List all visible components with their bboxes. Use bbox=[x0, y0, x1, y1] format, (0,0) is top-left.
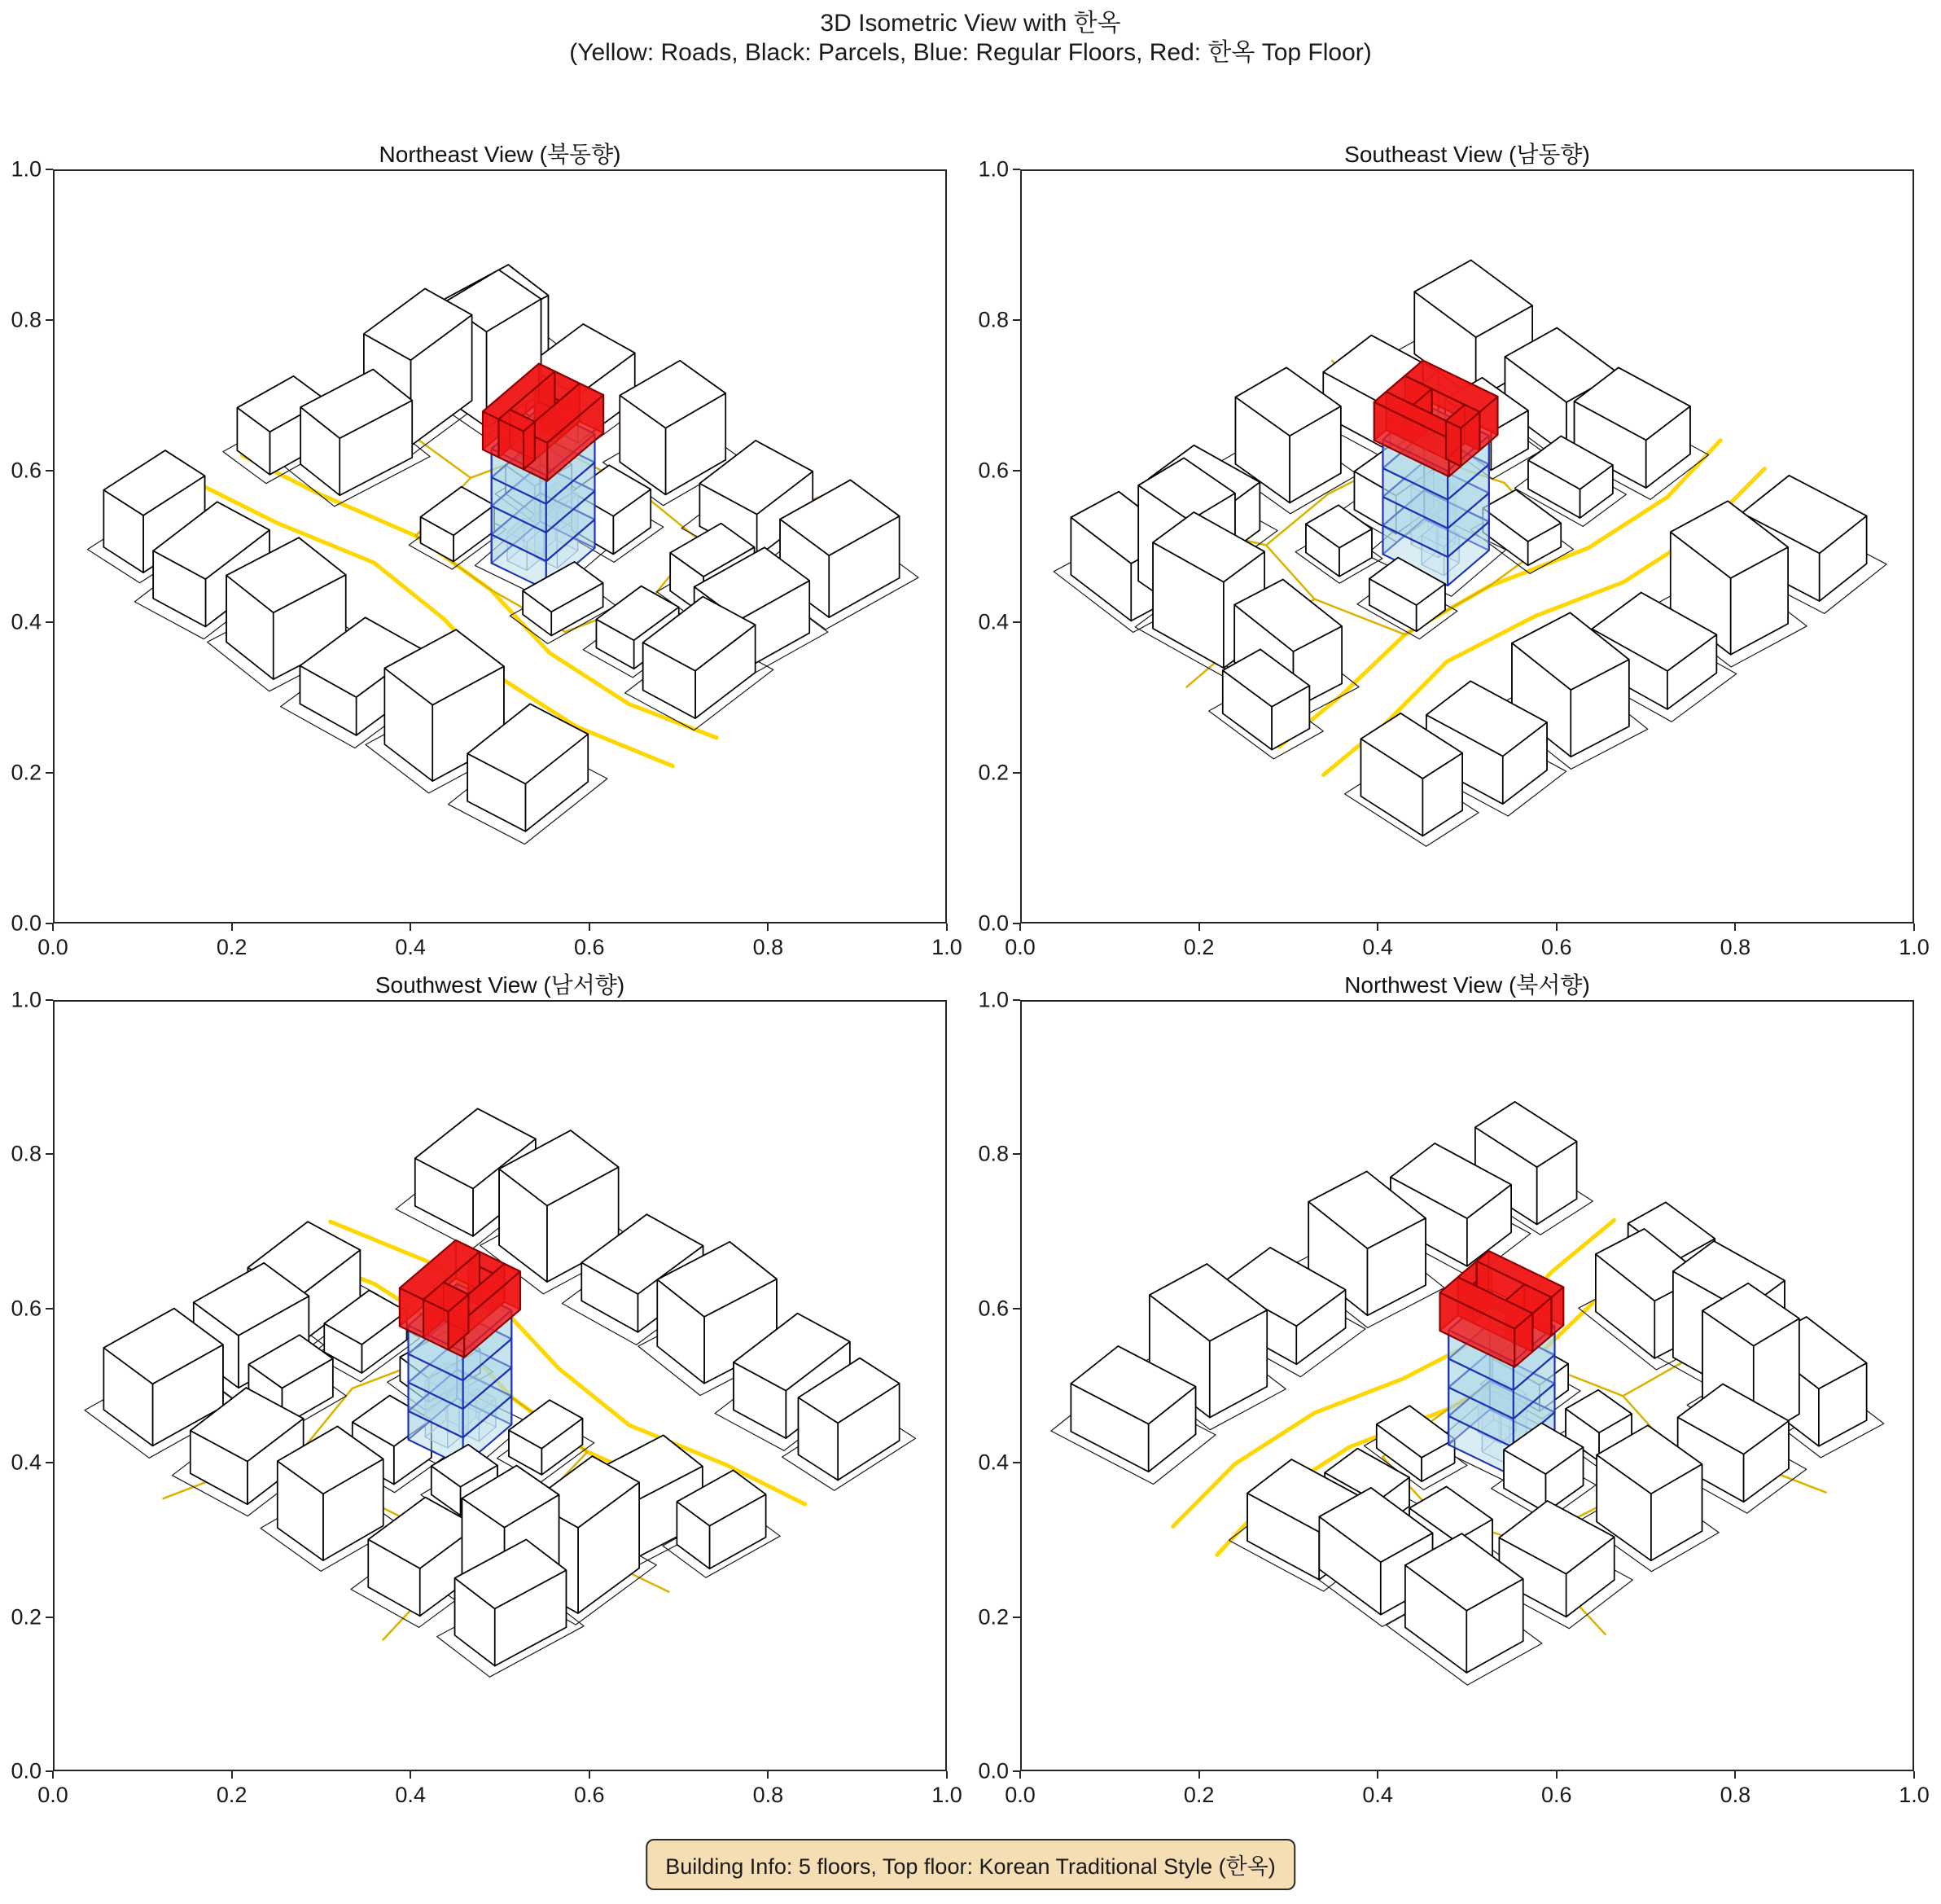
x-tick-mark bbox=[946, 923, 948, 931]
y-tick-mark bbox=[46, 1462, 53, 1463]
x-tick-label: 0.0 bbox=[37, 1783, 68, 1807]
y-tick-label: 0.6 bbox=[978, 458, 1009, 483]
subplot-southeast bbox=[978, 142, 1930, 959]
x-tick-label: 1.0 bbox=[931, 1783, 962, 1807]
x-tick-mark bbox=[946, 1771, 948, 1779]
x-tick-mark bbox=[1734, 1771, 1736, 1779]
x-tick-label: 1.0 bbox=[931, 935, 962, 959]
x-tick-label: 1.0 bbox=[1899, 935, 1930, 959]
y-tick-mark bbox=[1013, 470, 1020, 472]
y-tick-mark bbox=[46, 621, 53, 623]
y-tick-mark bbox=[1013, 169, 1020, 170]
y-tick-label: 0.8 bbox=[11, 307, 42, 332]
y-tick-mark bbox=[1013, 1153, 1020, 1155]
y-tick-mark bbox=[1013, 772, 1020, 774]
x-tick-mark bbox=[1556, 1771, 1558, 1779]
y-tick-mark bbox=[46, 999, 53, 1001]
y-tick-mark bbox=[46, 169, 53, 170]
x-tick-mark bbox=[52, 923, 54, 931]
y-tick-label: 0.8 bbox=[11, 1141, 42, 1166]
x-tick-mark bbox=[1019, 923, 1021, 931]
x-tick-mark bbox=[767, 923, 769, 931]
y-tick-mark bbox=[46, 1617, 53, 1618]
y-tick-label: 0.2 bbox=[11, 1604, 42, 1630]
x-tick-label: 0.2 bbox=[1183, 935, 1215, 959]
x-tick-label: 0.0 bbox=[1005, 1783, 1036, 1807]
y-tick-label: 1.0 bbox=[978, 156, 1009, 182]
y-tick-mark bbox=[46, 1770, 53, 1772]
x-tick-mark bbox=[1913, 923, 1915, 931]
x-tick-mark bbox=[1198, 923, 1200, 931]
y-tick-label: 1.0 bbox=[11, 156, 42, 182]
plot-canvas-southeast bbox=[1020, 169, 1914, 923]
x-tick-label: 0.6 bbox=[574, 935, 605, 959]
x-tick-mark bbox=[1377, 923, 1378, 931]
y-tick-mark bbox=[46, 1153, 53, 1155]
y-tick-label: 0.2 bbox=[11, 760, 42, 785]
x-tick-mark bbox=[231, 923, 233, 931]
y-tick-label: 0.6 bbox=[11, 1296, 42, 1321]
y-tick-label: 0.4 bbox=[11, 609, 42, 634]
x-tick-mark bbox=[1913, 1771, 1915, 1779]
y-tick-label: 0.0 bbox=[11, 1758, 42, 1783]
buildings-layer bbox=[103, 1108, 899, 1665]
y-tick-mark bbox=[1013, 923, 1020, 924]
y-tick-label: 0.4 bbox=[978, 609, 1009, 634]
x-tick-mark bbox=[1556, 923, 1558, 931]
y-tick-mark bbox=[1013, 1308, 1020, 1310]
x-tick-mark bbox=[410, 923, 411, 931]
plot-canvas-northwest bbox=[1020, 1000, 1914, 1771]
subplot-title-northeast: Northeast View (북동향) bbox=[379, 142, 621, 167]
x-tick-mark bbox=[1377, 1771, 1378, 1779]
x-tick-label: 0.6 bbox=[1541, 1783, 1572, 1807]
x-tick-label: 0.6 bbox=[1541, 935, 1572, 959]
subplot-title-northwest: Northwest View (북서향) bbox=[1344, 972, 1590, 998]
y-tick-mark bbox=[1013, 1462, 1020, 1463]
y-tick-mark bbox=[1013, 999, 1020, 1001]
y-tick-label: 0.2 bbox=[978, 1604, 1009, 1630]
target-building bbox=[1374, 361, 1498, 586]
x-tick-label: 0.2 bbox=[1183, 1783, 1215, 1807]
y-tick-label: 0.0 bbox=[978, 1758, 1009, 1783]
y-tick-mark bbox=[1013, 621, 1020, 623]
y-tick-label: 0.6 bbox=[978, 1296, 1009, 1321]
subplot-title-southeast: Southeast View (남동향) bbox=[1344, 142, 1590, 167]
subplot-title-southwest: Southwest View (남서향) bbox=[375, 972, 625, 998]
x-tick-label: 0.8 bbox=[1720, 1783, 1751, 1807]
buildings-layer bbox=[1071, 1102, 1866, 1673]
x-tick-label: 0.8 bbox=[1720, 935, 1751, 959]
y-tick-label: 0.8 bbox=[978, 307, 1009, 332]
x-tick-label: 0.4 bbox=[395, 935, 426, 959]
x-tick-label: 1.0 bbox=[1899, 1783, 1930, 1807]
buildings-layer bbox=[103, 265, 899, 831]
x-tick-label: 0.4 bbox=[395, 1783, 426, 1807]
x-tick-label: 0.0 bbox=[37, 935, 68, 959]
y-tick-mark bbox=[1013, 1770, 1020, 1772]
x-tick-mark bbox=[589, 1771, 590, 1779]
plot-canvas-southwest bbox=[53, 1000, 947, 1771]
x-tick-mark bbox=[231, 1771, 233, 1779]
y-tick-label: 0.0 bbox=[11, 910, 42, 936]
y-tick-mark bbox=[46, 923, 53, 924]
y-tick-label: 0.0 bbox=[978, 910, 1009, 936]
subplot-northeast bbox=[11, 142, 962, 959]
subplot-southwest bbox=[11, 972, 962, 1807]
x-tick-mark bbox=[1019, 1771, 1021, 1779]
y-tick-label: 1.0 bbox=[978, 987, 1009, 1012]
x-tick-label: 0.4 bbox=[1362, 1783, 1393, 1807]
x-tick-label: 0.0 bbox=[1005, 935, 1036, 959]
y-tick-mark bbox=[46, 1308, 53, 1310]
y-tick-mark bbox=[1013, 319, 1020, 321]
y-tick-label: 0.2 bbox=[978, 760, 1009, 785]
x-tick-mark bbox=[589, 923, 590, 931]
y-tick-mark bbox=[46, 772, 53, 774]
y-tick-label: 0.6 bbox=[11, 458, 42, 483]
y-tick-mark bbox=[46, 470, 53, 472]
target-building bbox=[400, 1240, 520, 1466]
y-tick-label: 0.8 bbox=[978, 1141, 1009, 1166]
x-tick-mark bbox=[1734, 923, 1736, 931]
buildings-layer bbox=[1071, 261, 1866, 836]
x-tick-label: 0.2 bbox=[216, 935, 248, 959]
x-tick-label: 0.8 bbox=[752, 1783, 784, 1807]
y-tick-mark bbox=[1013, 1617, 1020, 1618]
y-tick-label: 0.4 bbox=[978, 1450, 1009, 1475]
y-tick-label: 0.4 bbox=[11, 1450, 42, 1475]
y-tick-mark bbox=[46, 319, 53, 321]
figure-subtitle: (Yellow: Roads, Black: Parcels, Blue: Regular Floors, Red: 한옥 Top Floor) bbox=[569, 39, 1372, 66]
x-tick-mark bbox=[52, 1771, 54, 1779]
x-tick-mark bbox=[767, 1771, 769, 1779]
y-tick-label: 1.0 bbox=[11, 987, 42, 1012]
x-tick-label: 0.4 bbox=[1362, 935, 1393, 959]
x-tick-label: 0.8 bbox=[752, 935, 784, 959]
building-info-box: Building Info: 5 floors, Top floor: Korean Traditional Style (한옥) bbox=[646, 1839, 1295, 1890]
x-tick-label: 0.6 bbox=[574, 1783, 605, 1807]
subplot-northwest bbox=[978, 972, 1930, 1807]
x-tick-label: 0.2 bbox=[216, 1783, 248, 1807]
x-tick-mark bbox=[410, 1771, 411, 1779]
x-tick-mark bbox=[1198, 1771, 1200, 1779]
plot-canvas-northeast bbox=[53, 169, 947, 923]
target-building bbox=[483, 364, 603, 590]
figure-title: 3D Isometric View with 한옥 bbox=[820, 10, 1121, 37]
